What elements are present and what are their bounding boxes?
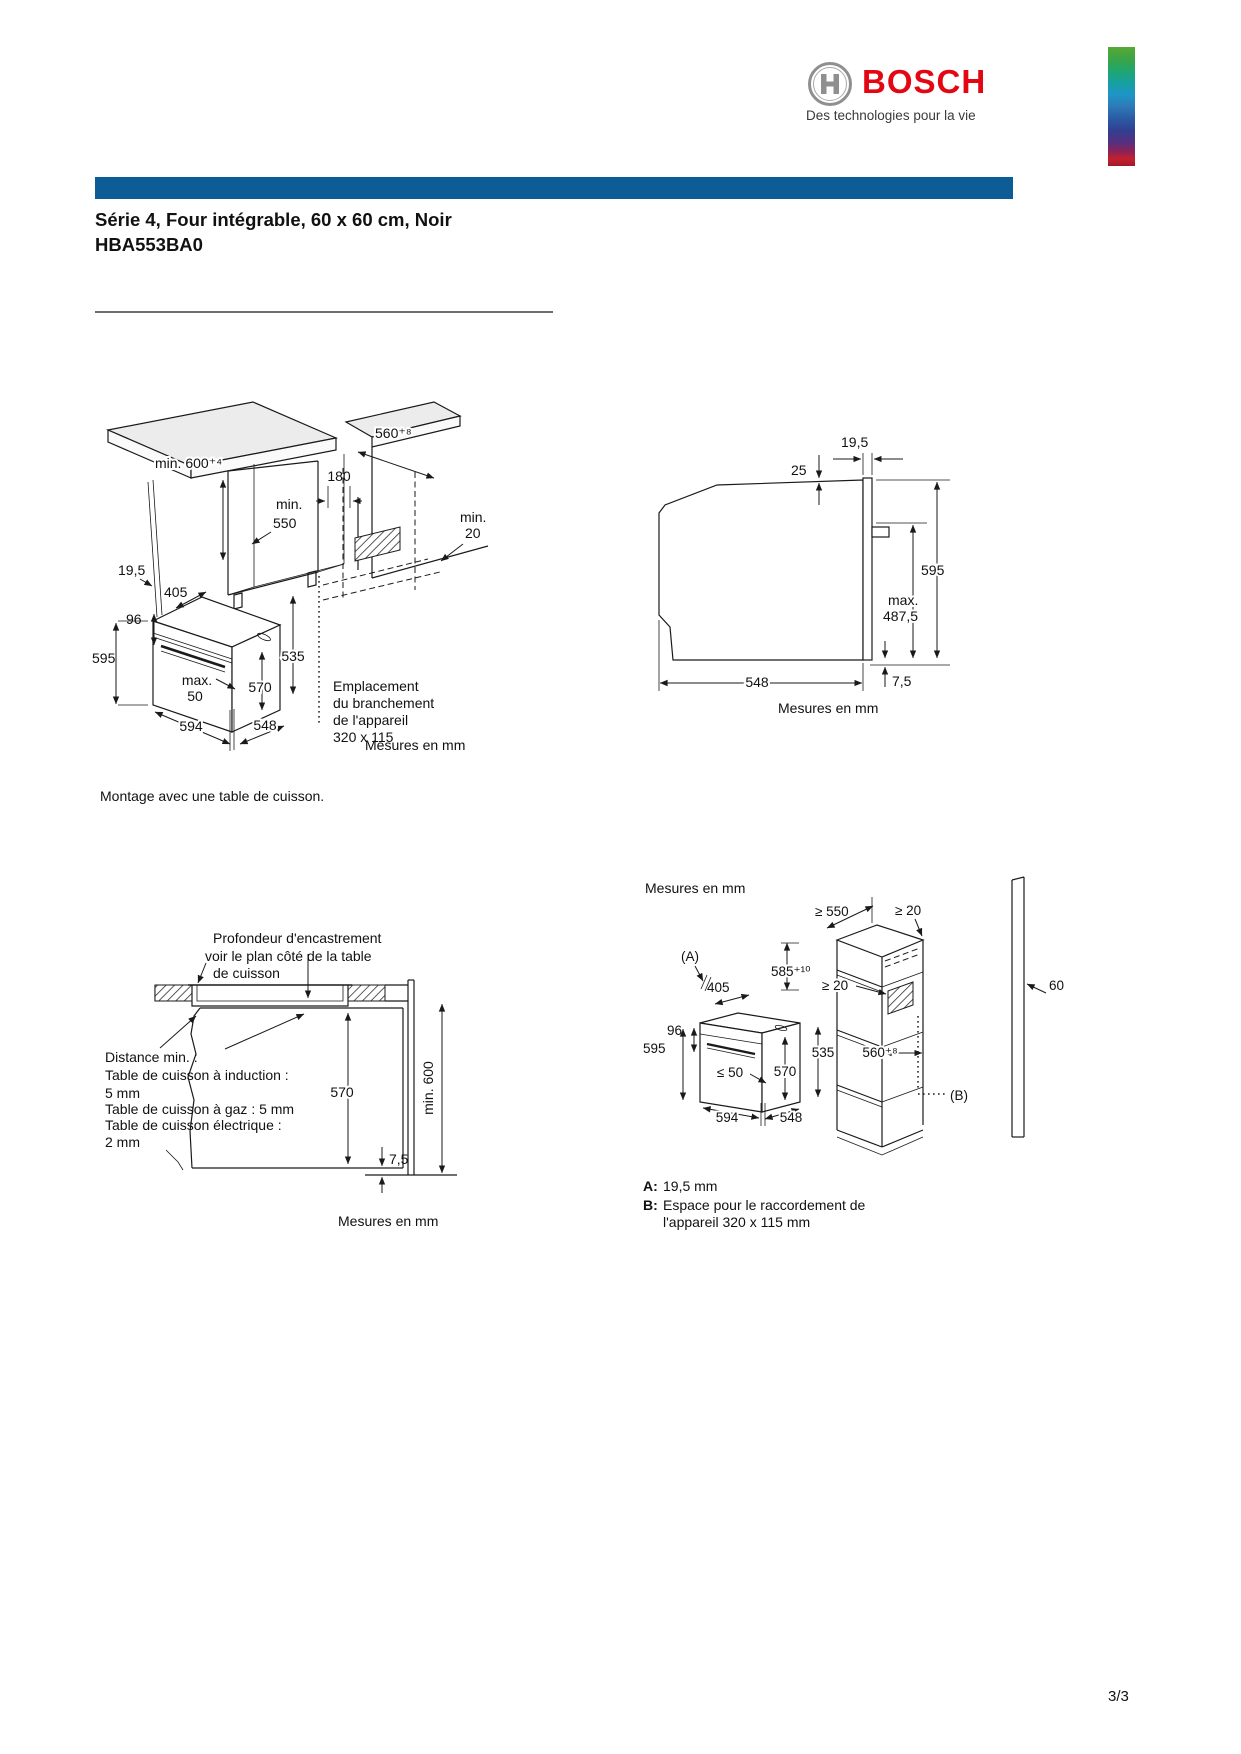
hob-depth-note-line2: voir le plan côté de la table xyxy=(205,948,372,964)
dim-min20-label-2: 20 xyxy=(465,525,481,541)
dim-min600-label: min. 600 xyxy=(420,1061,436,1115)
distance-note-line6: 2 mm xyxy=(105,1134,140,1150)
dim-595-label: 595 xyxy=(921,562,945,578)
installation-diagram-side-profile xyxy=(585,395,1025,725)
dim-max-label: max. xyxy=(888,592,919,608)
dim-min550-label-2: 550 xyxy=(273,515,297,531)
dim-max50-label-2: 50 xyxy=(187,688,203,704)
dim-25-label: 25 xyxy=(791,462,807,478)
tall-cabinet xyxy=(837,877,1024,1155)
dim-180-label: 180 xyxy=(327,468,351,484)
dim-ge20-top-label: ≥ 20 xyxy=(895,903,922,918)
installation-diagram-niche xyxy=(88,360,508,760)
distance-note-line4: Table de cuisson à gaz : 5 mm xyxy=(105,1101,295,1117)
distance-note-line3: 5 mm xyxy=(105,1085,140,1101)
dim-min550-label-1: min. xyxy=(276,496,303,512)
oven-isometric xyxy=(153,597,280,732)
dim-570-label: 570 xyxy=(248,679,272,695)
dim-60-label: 60 xyxy=(1049,978,1065,993)
dim-96-label: 96 xyxy=(126,611,142,627)
installation-diagram-tall-cabinet xyxy=(575,785,1075,1245)
dim-min20-label-1: min. xyxy=(460,509,487,525)
connection-note-line2: du branchement xyxy=(333,695,435,711)
units-note-1: Mesures en mm xyxy=(365,737,466,753)
legend-a-key: A: xyxy=(643,1178,658,1194)
distance-note-line1: Distance min. : xyxy=(105,1049,198,1065)
counter-hatch-left xyxy=(155,985,192,1001)
dim-405-label: 405 xyxy=(707,980,730,995)
legend-a-value: 19,5 mm xyxy=(663,1178,718,1194)
dim-405-label: 405 xyxy=(164,584,188,600)
dim-19-5-label: 19,5 xyxy=(841,434,869,450)
oven-side-profile xyxy=(659,478,950,691)
dim-594-label: 594 xyxy=(179,718,203,734)
accent-bar xyxy=(95,177,1013,199)
dim-7-5-label: 7,5 xyxy=(389,1151,409,1167)
dim-487-5-label: 487,5 xyxy=(883,608,919,624)
bosch-supergraphic-stripe xyxy=(1108,47,1135,166)
dim-535-label: 535 xyxy=(281,648,305,664)
dim-560-label: 560⁺⁸ xyxy=(375,425,412,441)
legend-b-key: B: xyxy=(643,1197,658,1213)
section-title-montage: Montage avec une table de cuisson. xyxy=(100,788,325,804)
distance-note-line2: Table de cuisson à induction : xyxy=(105,1067,289,1083)
page-number: 3/3 xyxy=(1108,1688,1129,1705)
connection-note-line3: de l'appareil xyxy=(333,712,409,728)
legend-b-value-line1: Espace pour le raccordement de xyxy=(663,1197,866,1213)
divider-line xyxy=(95,311,553,313)
diagram1-labels xyxy=(92,425,486,753)
dim-535-label: 535 xyxy=(811,1045,835,1060)
connection-area-hatch xyxy=(888,982,913,1014)
dim-548-label: 548 xyxy=(745,674,769,690)
bosch-logo-icon xyxy=(806,60,854,108)
dim-595-label: 595 xyxy=(92,650,116,666)
units-note-2: Mesures en mm xyxy=(778,700,879,716)
connection-note-line1: Emplacement xyxy=(333,678,419,694)
dim-585-label: 585⁺¹⁰ xyxy=(771,964,811,979)
brand-tagline: Des technologies pour la vie xyxy=(806,108,976,123)
connection-note-line4: 320 x 115 xyxy=(333,729,394,745)
hob-depth-note-line3: de cuisson xyxy=(213,965,280,981)
dim-ge550-label: ≥ 550 xyxy=(815,904,849,919)
product-title: Série 4, Four intégrable, 60 x 60 cm, Noir xyxy=(95,209,452,230)
dim-594-label: 594 xyxy=(715,1110,739,1125)
dim-le50-label: ≤ 50 xyxy=(716,1065,744,1080)
callout-b-label: (B) xyxy=(950,1088,968,1103)
dim-min600-label: min. 600⁺⁴ xyxy=(155,455,223,471)
dim-max50-label-1: max. xyxy=(181,672,213,688)
dim-19-5-label: 19,5 xyxy=(118,562,146,578)
distance-note-line5: Table de cuisson électrique : xyxy=(105,1117,282,1133)
dim-ge20-inner-label: ≥ 20 xyxy=(821,978,849,993)
counter-hatch-right xyxy=(348,985,385,1001)
dim-548-label: 548 xyxy=(779,1110,803,1125)
legend-b-value-line2: l'appareil 320 x 115 mm xyxy=(663,1214,811,1230)
dim-96-label: 96 xyxy=(667,1023,683,1038)
connection-area-hatch xyxy=(355,527,400,561)
oven-section-outline xyxy=(188,1008,457,1175)
dim-595-label: 595 xyxy=(643,1041,666,1056)
units-note-4: Mesures en mm xyxy=(645,880,746,896)
diagram3-labels xyxy=(105,930,438,1229)
product-model-number: HBA553BA0 xyxy=(95,234,203,255)
dim-548-label: 548 xyxy=(253,717,277,733)
callout-a-label: (A) xyxy=(681,949,699,964)
units-note-3: Mesures en mm xyxy=(338,1213,439,1229)
installation-diagram-hob xyxy=(100,830,470,1230)
hob-depth-note-line1: Profondeur d'encastrement xyxy=(213,930,382,946)
door-handle-profile xyxy=(872,527,889,537)
dim-560-label: 560⁺⁸ xyxy=(862,1045,898,1060)
dim-570-label: 570 xyxy=(773,1064,797,1079)
dim-7-5-label: 7,5 xyxy=(892,673,912,689)
brand-logo-text: BOSCH xyxy=(862,63,987,100)
dim-570-label: 570 xyxy=(330,1084,354,1100)
